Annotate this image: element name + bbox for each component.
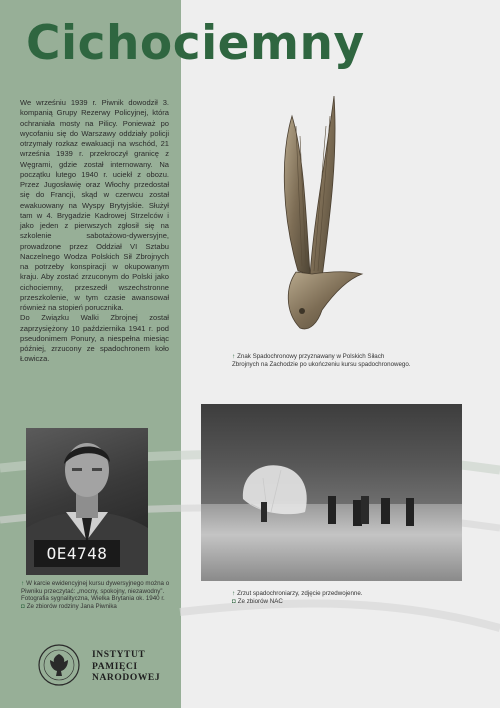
bio-paragraph: Do Związku Walki Zbrojnej został zaprzysiężony 10 października 1941 r. pod pseudonimem Ponury, a niespełna miesiąc później, zrzucony ze spadochronem koło Łowicza. [20,313,169,364]
camera-icon: ◘ [21,602,25,610]
arrow-up-icon: ↑ [232,353,236,360]
camera-icon: ◘ [232,597,236,605]
jump-caption-source: Ze zbiorów NAC [237,597,283,605]
ipn-emblem-logo [38,644,80,686]
bio-paragraph: We wrześniu 1939 r. Piwnik dowodził 3. kompanią Grupy Rezerwy Policyjnej, która ochraniała mosty na Pilicy. Ponieważ po wycofaniu się do Warszawy oddziały policji otrzymały rozkaz ewakuacji na wschód, 21 września 1939 r. przekroczył granicę z Węgrami, gdzie został internowany. Na początku lutego 1940 r. uciekł z obozu. Przez Jugosławię oraz Włochy przedostał się do Francji, skąd w czerwcu został ewakuowany na Wyspy Brytyjskie. Służył tam w 4. Brygadzie Kadrowej Strzelców i jako jeden z pierwszych zgłosił się na szkolenie sabotażowo-dywersyjne, prowadzone przez Oddział VI Sztabu Naczelnego Wodza Polskich Sił Zbrojnych na potrzeby konspiracji w okupowanym kraju. Aby zostać zrzuconym do Polski jako cichociemny, przeszedł wszechstronne przeszkolenie, w tym czasie awansował również na stopień porucznika. [20,98,169,312]
badge-caption-text: Znak Spadochronowy przyznawany w Polskich Siłach Zbrojnych na Zachodzie po ukończeniu kursu spadochronowego. [232,353,411,368]
institute-name-line: PAMIĘCI [92,661,138,672]
biography-text [20,98,169,365]
arrow-up-icon: ↑ [232,590,236,597]
institute-name-line: INSTYTUT [92,650,146,660]
poster-title: Cichociemny [26,16,365,71]
jump-scene [201,404,462,581]
institute-name [92,650,160,685]
jump-caption [232,590,422,605]
institute-name-line: NARODOWEJ [92,673,161,683]
portrait-caption [21,580,171,610]
parachute-jump-photo [201,404,462,581]
portrait-caption-source: Ze zbiorów rodziny Jana Piwnika [26,602,117,610]
arrow-up-icon: ↑ [21,580,25,587]
jump-caption-text: Zrzut spadochroniarzy, zdjęcie przedwojenne. [237,590,363,597]
parachute-badge [266,96,370,336]
portrait-photo [26,428,148,575]
badge-caption [232,353,412,368]
photo-number-sign: OE4748 [34,540,120,567]
portrait-caption-text: W karcie ewidencyjnej kursu dywersyjnego można o Piwniku przeczytać: „mocny, spokojny, niezawodny”. Fotografia sygnalityczna, Wielka Brytania ok. 1940 r. [21,580,170,603]
